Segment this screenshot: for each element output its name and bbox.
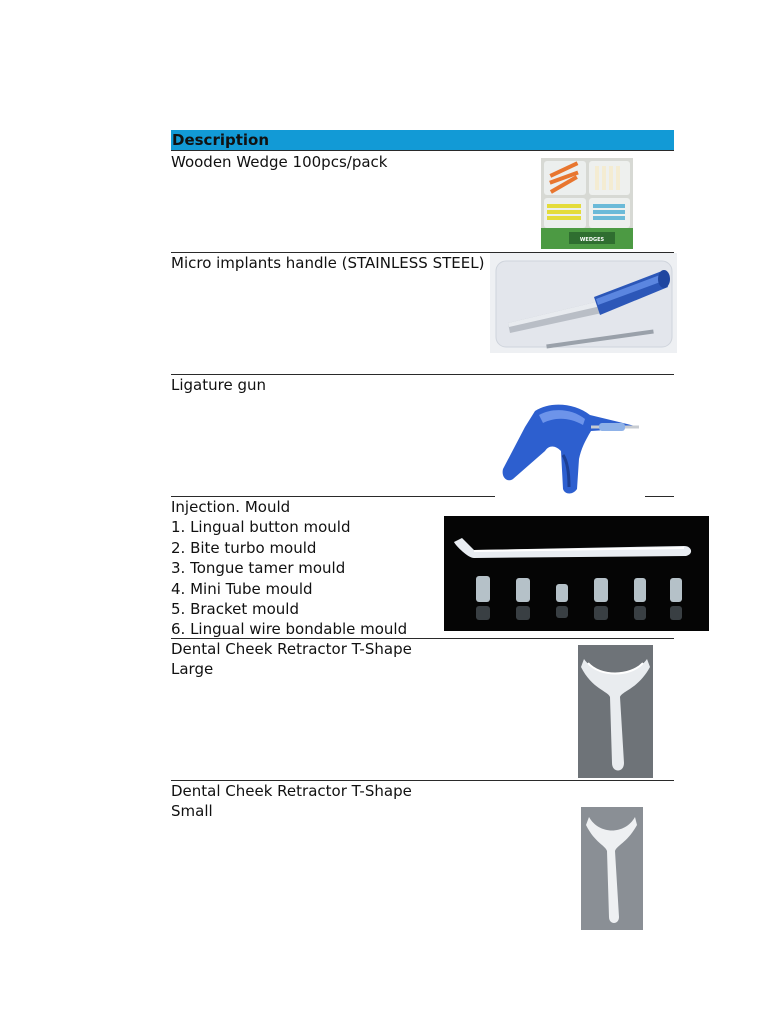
- description-line: Small: [171, 802, 213, 821]
- cheek-retractor-small-photo: [581, 807, 643, 930]
- row-description: [171, 375, 266, 395]
- description-line: 4. Mini Tube mould: [171, 579, 313, 598]
- description-line: Injection. Mould: [171, 498, 291, 516]
- description-line: Micro implants handle (STAINLESS STEEL): [171, 254, 485, 272]
- wedge-package-label: WEDGES: [579, 237, 605, 243]
- description-line: 2. Bite turbo mould: [171, 538, 317, 557]
- wooden-wedge-photo: [541, 158, 633, 249]
- table-row: [171, 152, 674, 252]
- row-description: [171, 152, 387, 172]
- table-row: [171, 375, 674, 497]
- ligature-gun-photo: [495, 389, 645, 501]
- description-line: 3. Tongue tamer mould: [171, 559, 346, 578]
- description-line: Wooden Wedge 100pcs/pack: [171, 153, 388, 171]
- description-line: Large: [171, 660, 214, 679]
- description-line: Dental Cheek Retractor T-Shape: [171, 782, 412, 800]
- row-description: [171, 781, 412, 822]
- table-header: Description: [171, 130, 674, 151]
- row-description: [171, 639, 412, 680]
- description-line: Dental Cheek Retractor T-Shape: [171, 640, 412, 658]
- injection-mould-photo: [444, 516, 709, 631]
- description-line: 6. Lingual wire bondable mould: [171, 620, 408, 639]
- description-line: Ligature gun: [171, 376, 266, 394]
- table-row: [171, 781, 674, 933]
- micro-implant-handle-photo: [490, 253, 677, 353]
- row-description: [171, 497, 407, 640]
- row-description: [171, 253, 484, 273]
- table-row: [171, 253, 674, 375]
- table-row: [171, 639, 674, 781]
- description-line: 5. Bracket mould: [171, 600, 299, 619]
- table-row: [171, 497, 674, 639]
- cheek-retractor-large-photo: [578, 645, 653, 778]
- description-line: 1. Lingual button mould: [171, 518, 351, 537]
